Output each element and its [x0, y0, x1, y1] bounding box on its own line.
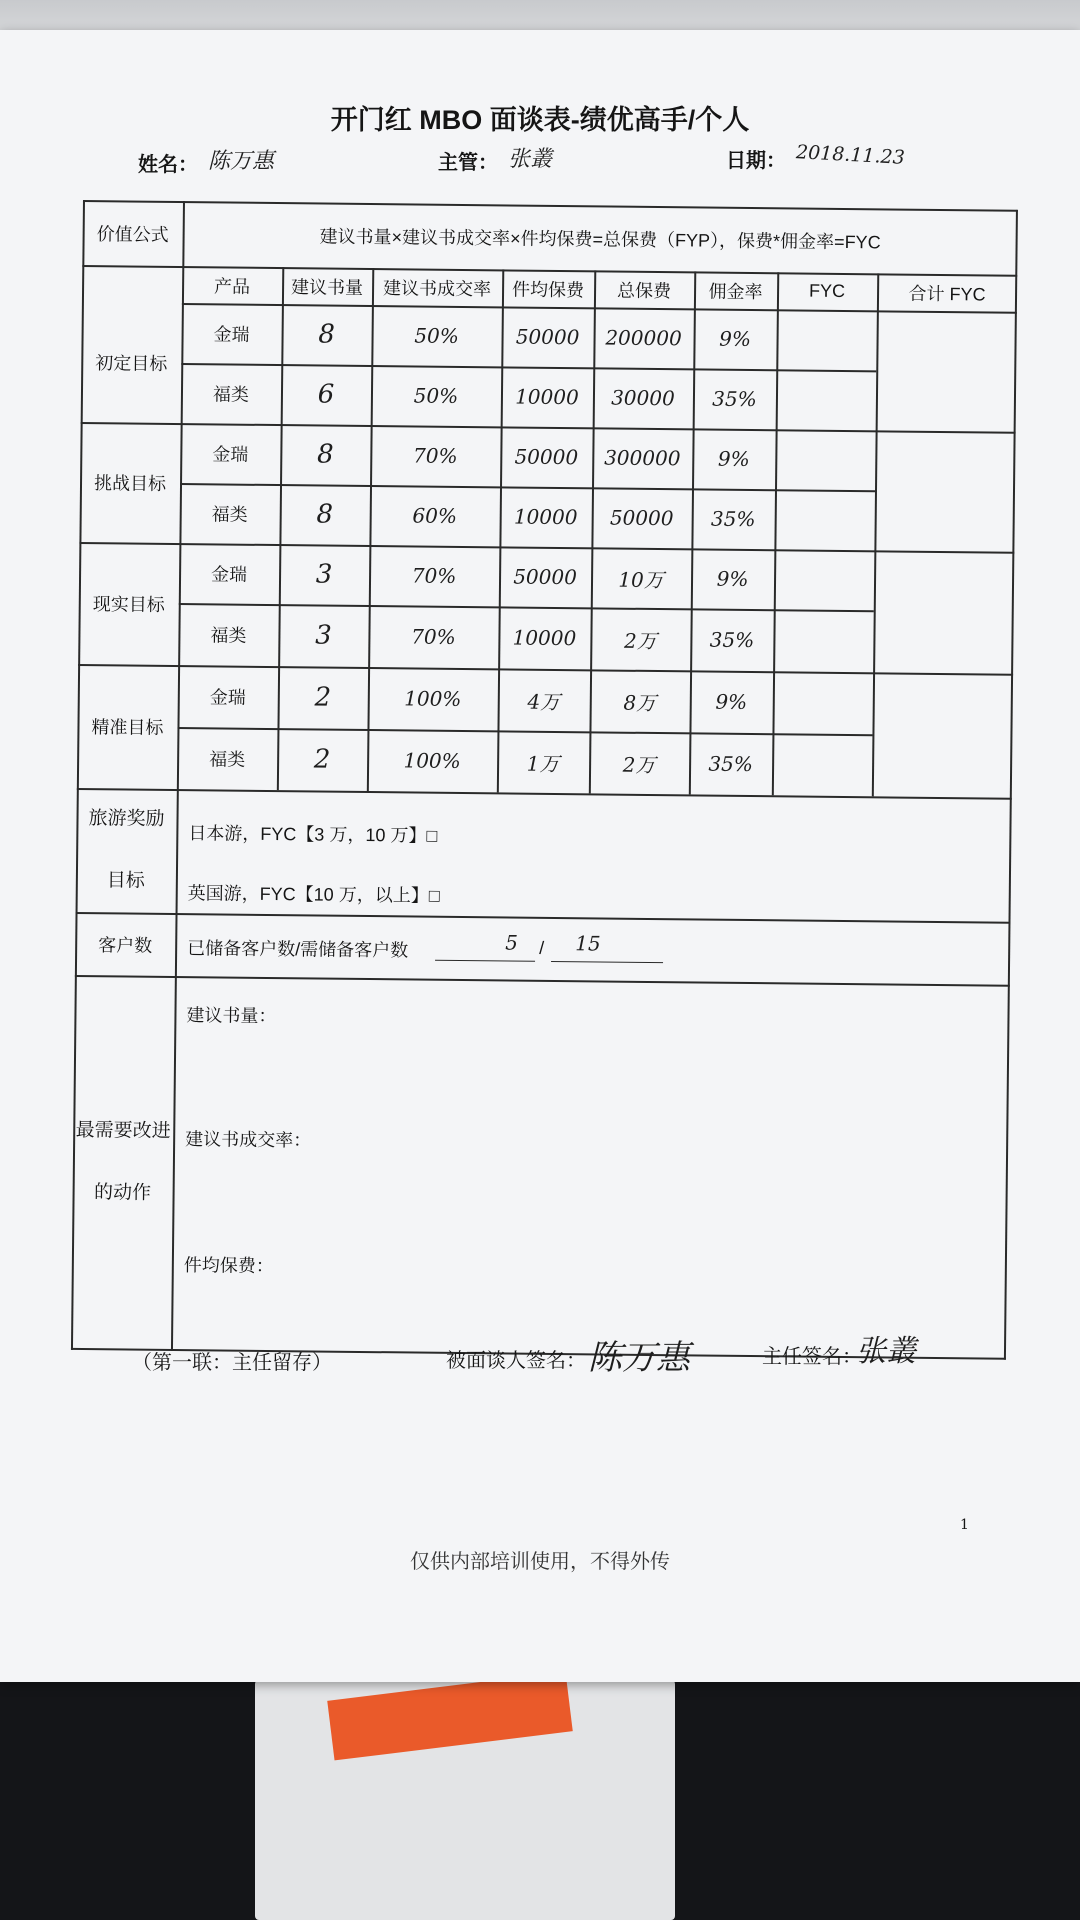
avg-cell: 10000 — [512, 625, 577, 651]
date-value: 2018.11.23 — [795, 141, 906, 169]
total-cell: 10万 — [618, 567, 664, 592]
clients-reserved-value: 5 — [505, 930, 519, 955]
col-header-fyc: FYC — [808, 280, 846, 301]
product-cell: 福类 — [211, 504, 248, 525]
product-cell: 金瑞 — [209, 687, 246, 708]
name-value: 陈万惠 — [208, 149, 275, 174]
avg-cell: 10000 — [513, 504, 578, 530]
copy-note: （第一联：主任留存） — [132, 1352, 332, 1374]
comm-cell: 35% — [710, 506, 756, 532]
product-cell: 金瑞 — [213, 324, 250, 345]
form-sheet — [0, 30, 1080, 1682]
rate-cell: 70% — [411, 624, 456, 649]
avg-cell: 50000 — [514, 444, 579, 470]
product-cell: 金瑞 — [210, 564, 248, 585]
rate-cell: 50% — [413, 383, 459, 408]
travel-option-japan[interactable]: 日本游，FYC【3 万，10 万】□ — [188, 823, 438, 846]
improve-item-avg-premium: 件均保费： — [183, 1255, 274, 1277]
improve-item-proposal-count: 建议书量： — [186, 1005, 277, 1027]
rate-cell: 100% — [403, 748, 461, 773]
avg-cell: 10000 — [515, 384, 579, 410]
date-label: 日期： — [726, 150, 786, 172]
goal-label: 精准目标 — [91, 717, 164, 738]
avg-cell: 50000 — [515, 324, 580, 350]
count-cell: 2 — [313, 744, 331, 775]
form-title: 开门红 MBO 面谈表-绩优高手/个人 — [330, 105, 750, 135]
count-cell: 6 — [317, 379, 335, 410]
improve-item-close-rate: 建议书成交率： — [185, 1129, 312, 1151]
col-header-comm: 佣金率 — [708, 281, 763, 302]
page-number: 1 — [960, 1517, 969, 1533]
mbo-table — [71, 200, 1018, 1360]
goal-label: 初定目标 — [95, 353, 168, 374]
count-cell: 8 — [316, 499, 334, 530]
avg-cell: 4万 — [527, 689, 561, 714]
clients-needed-value: 15 — [575, 931, 601, 956]
count-cell: 3 — [315, 620, 332, 651]
product-cell: 福类 — [212, 384, 250, 405]
avg-cell: 50000 — [513, 564, 578, 590]
supervisor-value: 张叢 — [508, 147, 553, 172]
formula-label: 价值公式 — [96, 223, 169, 245]
avg-cell: 1万 — [526, 751, 560, 776]
travel-label-line1: 旅游奖励 — [88, 808, 165, 830]
rate-cell: 70% — [411, 563, 457, 588]
supervisor-label: 主管： — [438, 152, 498, 174]
formula-text: 建议书量×建议书成交率×件均保费=总保费（FYP），保费*佣金率=FYC — [319, 225, 881, 252]
travel-option-uk[interactable]: 英国游，FYC【10 万，以上】□ — [187, 883, 440, 906]
count-cell: 8 — [318, 319, 336, 350]
improve-label-line1: 最需要改进 — [75, 1119, 171, 1142]
col-header-count: 建议书量 — [290, 276, 364, 298]
clients-text: 已储备客户数/需储备客户数 — [187, 938, 409, 961]
clients-label: 客户数 — [98, 934, 153, 956]
rate-cell: 100% — [404, 686, 462, 711]
interviewee-signature: 陈万惠 — [588, 1338, 690, 1378]
total-cell: 8万 — [623, 690, 657, 715]
col-header-product: 产品 — [214, 275, 251, 297]
product-cell: 福类 — [210, 625, 247, 646]
clients-slash: / — [539, 937, 545, 958]
total-cell: 300000 — [604, 445, 681, 471]
comm-cell: 35% — [712, 386, 757, 412]
col-header-rate: 建议书成交率 — [382, 277, 492, 299]
comm-cell: 35% — [709, 627, 755, 653]
goal-label: 现实目标 — [92, 594, 165, 615]
count-cell: 2 — [314, 682, 332, 713]
count-cell: 8 — [316, 439, 334, 470]
product-cell: 金瑞 — [212, 444, 249, 465]
improve-label — [71, 975, 175, 1349]
director-signature-label: 主任签名： — [762, 1346, 862, 1368]
director-signature: 张叢 — [856, 1334, 916, 1369]
improve-label-line2: 的动作 — [93, 1181, 152, 1204]
total-cell: 30000 — [611, 385, 675, 411]
product-cell: 福类 — [209, 749, 246, 770]
total-cell: 2万 — [622, 752, 656, 777]
count-cell: 3 — [315, 559, 333, 590]
total-cell: 2万 — [623, 628, 657, 653]
interviewee-signature-label: 被面谈人签名： — [446, 1350, 586, 1372]
comm-cell: 35% — [708, 751, 753, 777]
rate-cell: 70% — [412, 443, 458, 468]
name-label: 姓名： — [138, 154, 198, 176]
comm-cell: 9% — [717, 446, 750, 471]
col-header-avg: 件均保费 — [511, 278, 585, 300]
rate-cell: 50% — [414, 323, 459, 348]
internal-notice: 仅供内部培训使用，不得外传 — [410, 1549, 670, 1573]
comm-cell: 9% — [716, 566, 749, 591]
goal-label: 挑战目标 — [93, 473, 167, 494]
rate-cell: 60% — [412, 503, 458, 528]
col-header-sum-fyc: 合计 FYC — [908, 283, 986, 304]
travel-label — [76, 788, 177, 913]
total-cell: 50000 — [609, 505, 674, 531]
travel-label-line2: 目标 — [106, 870, 145, 892]
comm-cell: 9% — [715, 689, 748, 714]
col-header-total: 总保费 — [616, 280, 672, 301]
comm-cell: 9% — [719, 326, 752, 352]
total-cell: 200000 — [605, 325, 682, 351]
